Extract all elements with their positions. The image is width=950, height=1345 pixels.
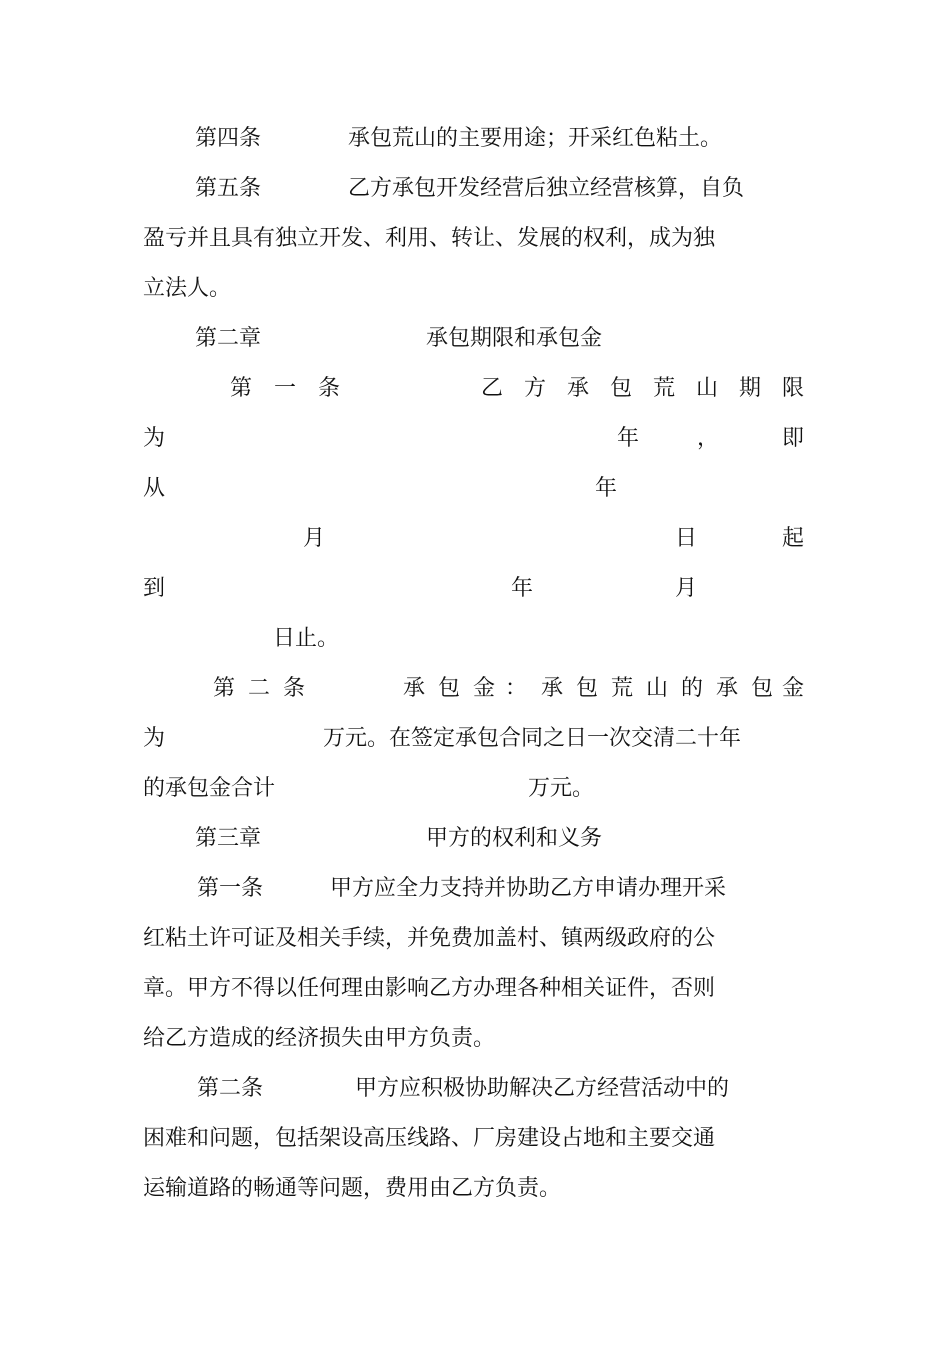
chapter-3-title: 甲方的权利和义务 [426,826,603,851]
ch2-art1-char: 承 [567,376,590,401]
article-4-text: 承包荒山的主要用途；开采红色粘土。 [348,126,723,151]
ch3-art2-text: 甲方应积极协助解决乙方经营活动中的 [355,1076,730,1101]
ch2-art2-char: 第 [213,676,236,701]
fee-line-start: 为 [143,726,166,751]
ch2-art2-char: 的 [681,676,704,701]
term-line-char: 即 [782,426,805,451]
ch2-art2-char: 荒 [611,676,634,701]
ch2-art2-char: 山 [646,676,669,701]
fee-total-label: 的承包金合计 [143,776,276,801]
ch2-art1-char: 第 [230,376,253,401]
ch3-art2-text-line2: 困难和问题，包括架设高压线路、厂房建设占地和主要交通 [143,1126,716,1151]
term-line-char: 年 [595,476,618,501]
term-line-char: 起 [782,526,805,551]
chapter-3-label: 第三章 [195,826,262,851]
ch2-art2-char: ： [505,676,528,701]
ch2-art2-char: 条 [283,676,306,701]
ch2-art2-char: 承 [541,676,564,701]
article-5-text-line3: 立法人。 [143,276,232,301]
ch2-art1-char: 期 [739,376,762,401]
ch2-art1-char: 方 [524,376,547,401]
article-4-label: 第四条 [195,126,262,151]
term-line-char: 月 [675,576,698,601]
ch2-art2-char: 二 [248,676,271,701]
ch2-art1-char: 山 [696,376,719,401]
ch3-art2-label: 第二条 [197,1076,264,1101]
chapter-2-title: 承包期限和承包金 [426,326,603,351]
ch3-art1-label: 第一条 [197,876,264,901]
term-line-char: 年 [511,576,534,601]
term-end: 日止。 [273,626,340,651]
ch2-art2-char: 承 [716,676,739,701]
ch3-art1-text-line2: 红粘土许可证及相关手续，并免费加盖村、镇两级政府的公 [143,926,716,951]
term-line-char: 年 [617,426,640,451]
ch2-art2-char: 包 [576,676,599,701]
term-line-char: 到 [143,576,166,601]
chapter-2-label: 第二章 [195,326,262,351]
term-line-char: 为 [143,426,166,451]
fee-line-text: 万元。在签定承包合同之日一次交清二十年 [323,726,742,751]
ch2-art2-char: 承 [403,676,426,701]
ch3-art1-text-line4: 给乙方造成的经济损失由甲方负责。 [143,1026,496,1051]
ch2-art2-char: 包 [751,676,774,701]
ch2-art1-char: 限 [782,376,805,401]
article-5-text: 乙方承包开发经营后独立经营核算，自负 [348,176,745,201]
article-5-text-line2: 盈亏并且具有独立开发、利用、转让、发展的权利，成为独 [143,226,716,251]
ch3-art1-text-line3: 章。甲方不得以任何理由影响乙方办理各种相关证件，否则 [143,976,716,1001]
ch2-art1-char: 荒 [653,376,676,401]
term-line-char: 月 [303,526,326,551]
ch2-art1-char: 包 [610,376,633,401]
ch2-art2-char: 金 [782,676,805,701]
article-5-label: 第五条 [195,176,262,201]
ch3-art2-text-line3: 运输道路的畅通等问题，费用由乙方负责。 [143,1176,562,1201]
ch2-art1-char: 乙 [481,376,504,401]
term-line-char: 日 [675,526,698,551]
term-line-char: ， [697,426,720,451]
fee-total-unit: 万元。 [528,776,595,801]
ch2-art1-char: 条 [318,376,341,401]
ch2-art2-char: 包 [438,676,461,701]
ch2-art1-char: 一 [274,376,297,401]
ch3-art1-text: 甲方应全力支持并协助乙方申请办理开采 [330,876,727,901]
term-line-char: 从 [143,476,166,501]
ch2-art2-char: 金 [473,676,496,701]
